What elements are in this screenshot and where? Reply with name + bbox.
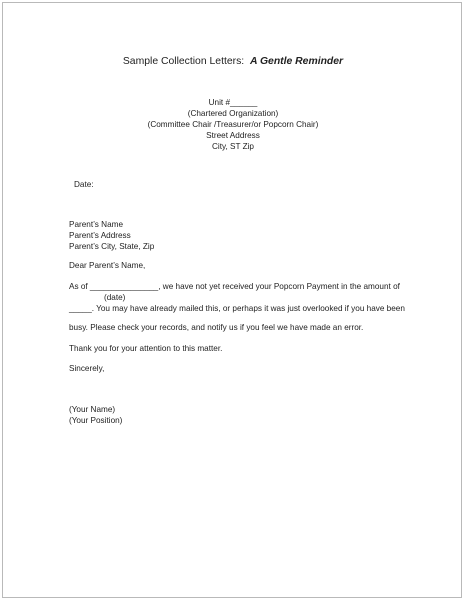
recipient-block bbox=[69, 219, 154, 252]
recipient-name: Parent’s Name bbox=[69, 220, 124, 229]
date-label: Date: bbox=[74, 180, 94, 189]
title-emphasis: A Gentle Reminder bbox=[249, 56, 344, 67]
signature-block bbox=[69, 404, 122, 426]
body-line-1: As of _______________, we have not yet received your Popcorn Payment in the amount of bbox=[69, 282, 400, 291]
street-line: Street Address bbox=[206, 131, 260, 140]
unit-line: Unit #______ bbox=[208, 98, 258, 107]
title-prefix: Sample Collection Letters: bbox=[122, 56, 245, 67]
recipient-city: Parent’s City, State, Zip bbox=[69, 242, 155, 251]
committee-line: (Committee Chair /Treasurer/or Popcorn Chair) bbox=[147, 120, 319, 129]
sender-address-block bbox=[0, 97, 466, 152]
organization-line: (Chartered Organization) bbox=[187, 109, 279, 118]
city-line: City, ST Zip bbox=[211, 142, 254, 151]
thanks-line: Thank you for your attention to this matter. bbox=[69, 344, 223, 353]
body-date-hint: (date) bbox=[104, 293, 126, 302]
recipient-address: Parent’s Address bbox=[69, 231, 131, 240]
closing: Sincerely, bbox=[69, 364, 105, 373]
body-line-2: _____. You may have already mailed this, or perhaps it was just overlooked if you have been bbox=[69, 304, 405, 313]
signature-position: (Your Position) bbox=[69, 416, 123, 425]
letter-title bbox=[0, 55, 466, 69]
signature-name: (Your Name) bbox=[69, 405, 116, 414]
salutation: Dear Parent’s Name, bbox=[69, 261, 146, 270]
body-line-3: busy. Please check your records, and notify us if you feel we have made an error. bbox=[69, 323, 364, 332]
